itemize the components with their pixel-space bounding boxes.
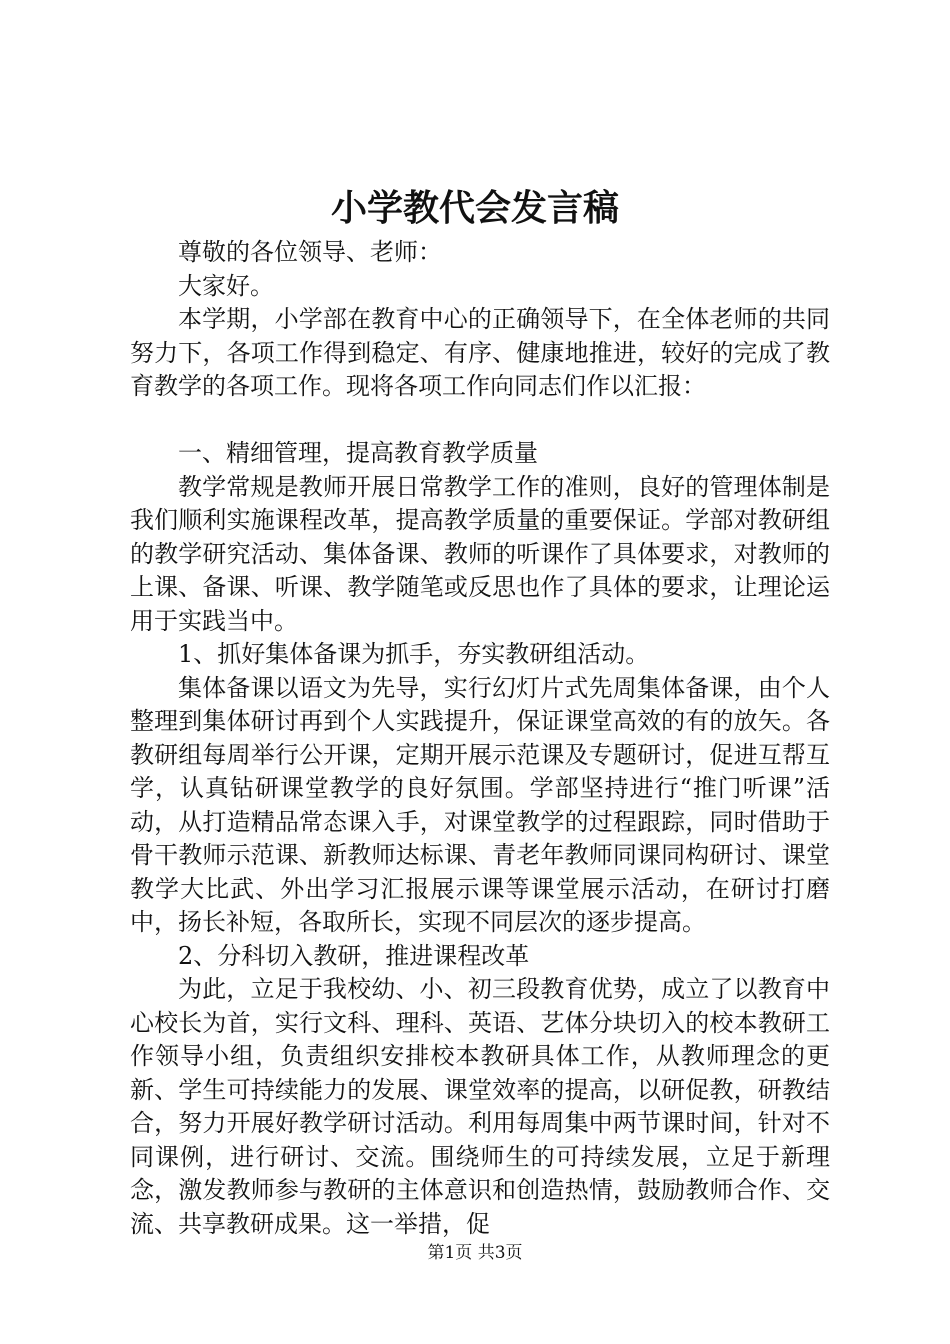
greeting: 大家好。: [178, 271, 274, 300]
salutation: 尊敬的各位领导、老师：: [178, 238, 442, 266]
subheading-1: 1、抓好集体备课为抓手，夯实教研组活动。: [178, 640, 650, 668]
intro-paragraph: 本学期，小学部在教育中心的正确领导下，在全体老师的共同努力下，各项工作得到稳定、有序、健康地推进，较好的完成了教育教学的各项工作。现将各项工作向同志们作以汇报：: [130, 305, 830, 400]
body-paragraph: 集体备课以语文为先导，实行幻灯片式先周集体备课，由个人整理到集体研讨再到个人实践提升，保证课堂高效的有的放矢。各教研组每周举行公开课，定期开展示范课及专题研讨，促进互帮互学，认真钻研课堂教学的良好氛围。学部坚持进行“推门听课”活动，从打造精品常态课入手，对课堂教学的过程跟踪，同时借助于骨干教师示范课、新教师达标课、青老年教师同课同构研讨、课堂教学大比武、外出学习汇报展示课等课堂展示活动，在研讨打磨中，扬长补短，各取所长，实现不同层次的逐步提高。: [130, 673, 830, 936]
section-heading-1: 一、精细管理，提高教育教学质量: [178, 439, 538, 467]
document-body: [130, 236, 830, 1241]
body-paragraph: 教学常规是教师开展日常教学工作的准则，良好的管理体制是我们顺利实施课程改革，提高教学质量的重要保证。学部对教研组的教学研究活动、集体备课、教师的听课作了具体要求，对教师的上课、备课、听课、教学随笔或反思也作了具体的要求，让理论运用于实践当中。: [130, 472, 830, 635]
blank-line: [130, 404, 830, 438]
subheading-2: 2、分科切入教研，推进课程改革: [178, 941, 530, 970]
page-footer: 第1页 共3页: [427, 1243, 523, 1263]
body-paragraph: 为此，立足于我校幼、小、初三段教育优势，成立了以教育中心校长为首，实行文科、理科、英语、艺体分块切入的校本教研工作领导小组，负责组织安排校本教研具体工作，从教师理念的更新、学生可持续能力的发展、课堂效率的提高，以研促教，研教结合，努力开展好教学研讨活动。利用每周集中两节课时间，针对不同课例，进行研讨、交流。围绕师生的可持续发展，立足于新理念，激发教师参与教研的主体意识和创造热情，鼓励教师合作、交流、共享教研成果。这一举措，促: [130, 975, 830, 1238]
document-title: 小学教代会发言稿: [330, 187, 619, 229]
